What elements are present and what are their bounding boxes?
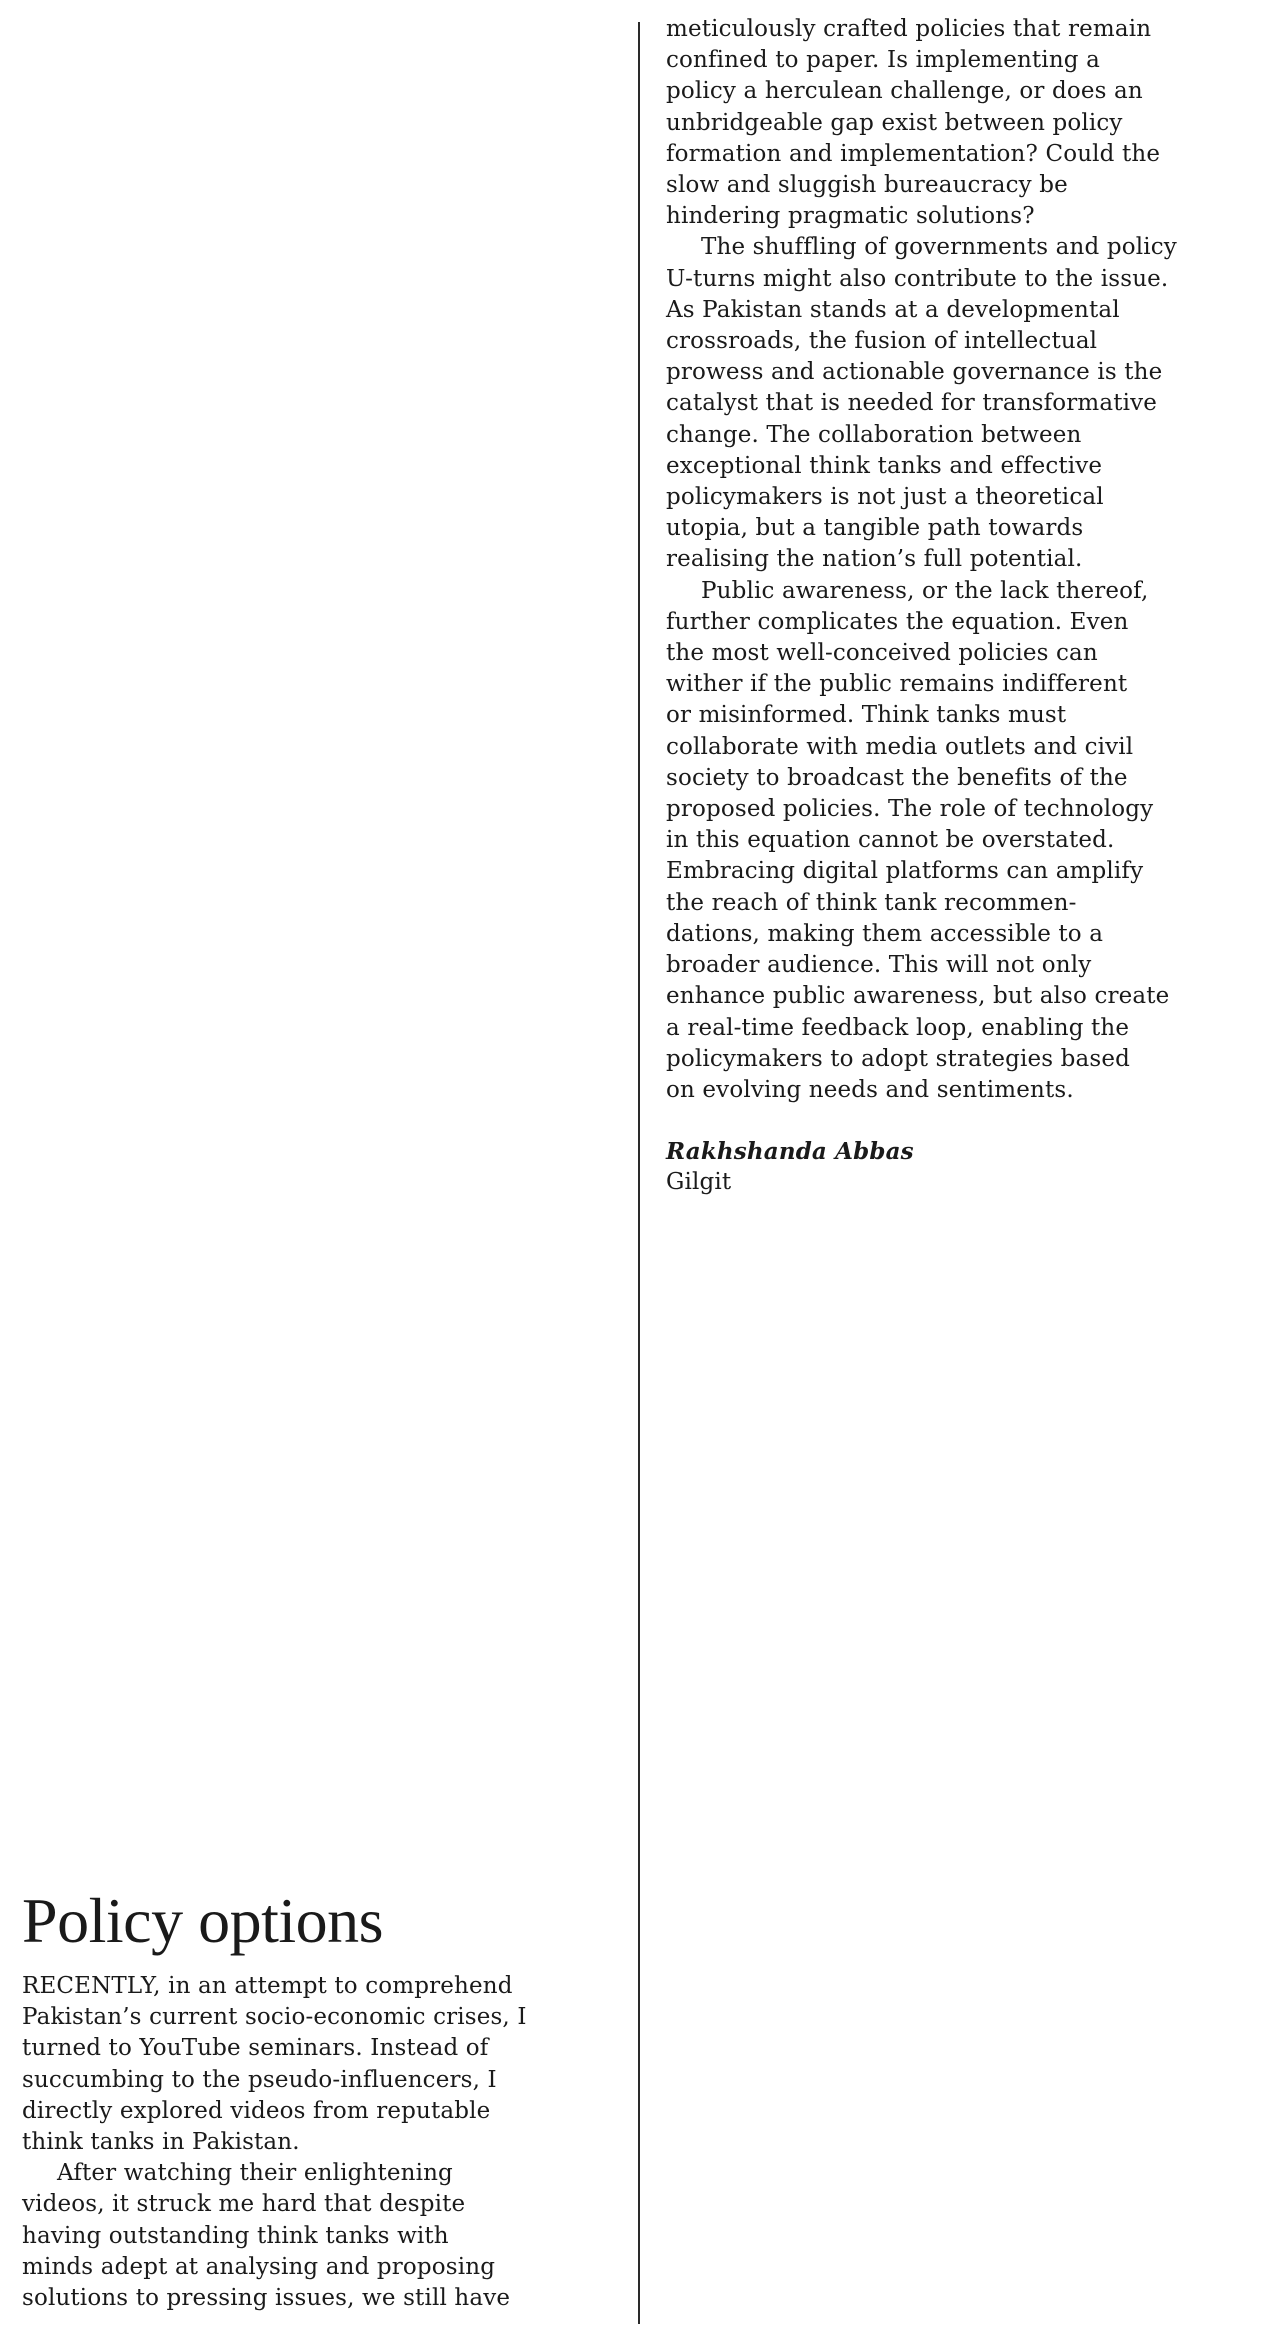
body-paragraph: The shuffling of governments and policy U-turns might also contribute to the issue. As Pakistan stands at a developmental crossroads, the fusion of intellectual prowess and actionable governance is the catalyst that is needed for transformative change. The collaboration between exceptional think tanks and effective policymakers is not just a theoretical utopia, but a tangible path towards realising the nation’s full potential.: [666, 234, 1177, 573]
signature: [666, 1136, 1266, 1198]
column-divider: [638, 22, 640, 2324]
body-paragraph: meticulously crafted policies that remain confined to paper. Is implementing a policy a herculean challenge, or does an unbridgeable gap exist between policy formation and implementation? Could the slow and sluggish bureaucracy be hindering pragmatic solutions?: [666, 16, 1161, 230]
right-column: [666, 14, 1266, 1199]
author-location: Gilgit: [666, 1169, 732, 1196]
letter-headline: Policy options: [22, 1885, 384, 1956]
author-name: Rakhshanda Abbas: [666, 1138, 914, 1166]
body-paragraph: Public awareness, or the lack thereof, further complicates the equation. Even the most well-conceived policies can wither if the public remains indifferent or misinformed. Think tanks must collaborate with media outlets and civil society to broadcast the benefits of the proposed policies. The role of technology in this equation cannot be overstated. Embracing digital platforms can amplify the reach of think tank recommen- dations, making them accessible to a broader audience. This will not only enhance public awareness, but also create a real-time feedback loop, enabling the policymakers to adopt strategies based on evolving needs and sentiments.: [666, 577, 1170, 1103]
body-paragraph: After watching their enlightening videos, it struck me hard that despite having outstanding think tanks with minds adept at analysing and proposing solutions to pressing issues, we still have: [22, 2160, 511, 2312]
body-paragraph: RECENTLY, in an attempt to comprehend Pakistan’s current socio-economic crises, I turned to YouTube seminars. Instead of succumbing to the pseudo-influencers, I directly explored videos from reputable think tanks in Pakistan.: [22, 1973, 527, 2156]
left-column: [22, 1885, 622, 2314]
